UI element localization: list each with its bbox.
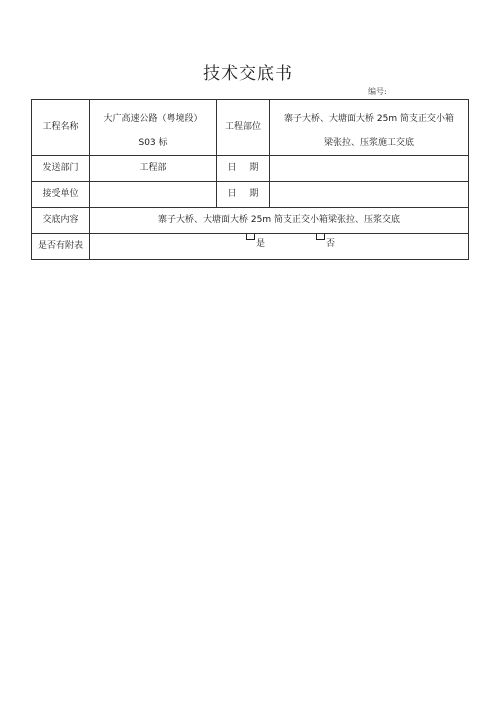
handover-form-table bbox=[31, 99, 469, 260]
attachment-yes-label: 是 bbox=[256, 239, 266, 249]
attachment-no-checkbox[interactable] bbox=[316, 234, 325, 241]
date-label-2 bbox=[217, 182, 270, 208]
project-name-cell bbox=[90, 100, 217, 156]
date-label bbox=[217, 156, 270, 182]
sender-row bbox=[32, 156, 469, 182]
project-row bbox=[32, 100, 469, 156]
date-label-2-text: 日 期 bbox=[227, 189, 259, 200]
content-value: 寨子大桥、大塘面大桥 25m 简支正交小箱梁张拉、压浆交底 bbox=[90, 208, 469, 234]
project-part-line1: 寨子大桥、大塘面大桥 25m 简支正交小箱 bbox=[284, 113, 454, 124]
attachment-yes-option[interactable] bbox=[246, 237, 265, 250]
attachment-no-label: 否 bbox=[326, 239, 336, 249]
content-label: 交底内容 bbox=[32, 208, 90, 234]
project-part-label: 工程部位 bbox=[217, 100, 270, 156]
attachment-row bbox=[32, 234, 469, 260]
project-part-line2: 梁张拉、压浆施工交底 bbox=[323, 137, 414, 148]
project-part-cell bbox=[270, 100, 469, 156]
content-row bbox=[32, 208, 469, 234]
attachment-no-option[interactable] bbox=[316, 237, 335, 250]
project-name-line1: 大广高速公路（粤境段） bbox=[103, 113, 203, 124]
project-name-line2: S03 标 bbox=[138, 137, 168, 148]
date-value[interactable] bbox=[270, 156, 469, 182]
sender-value: 工程部 bbox=[90, 156, 217, 182]
document-number-label: 编号: bbox=[368, 87, 387, 96]
sender-label: 发送部门 bbox=[32, 156, 90, 182]
date-value-2[interactable] bbox=[270, 182, 469, 208]
receiver-value[interactable] bbox=[90, 182, 217, 208]
receiver-label: 接受单位 bbox=[32, 182, 90, 208]
document-title: 技术交底书 bbox=[203, 64, 293, 84]
date-label-text: 日 期 bbox=[227, 163, 259, 174]
receiver-row bbox=[32, 182, 469, 208]
project-name-label: 工程名称 bbox=[32, 100, 90, 156]
attachment-label: 是否有附表 bbox=[32, 234, 90, 260]
attachment-options bbox=[90, 234, 469, 260]
attachment-yes-checkbox[interactable] bbox=[246, 234, 255, 241]
